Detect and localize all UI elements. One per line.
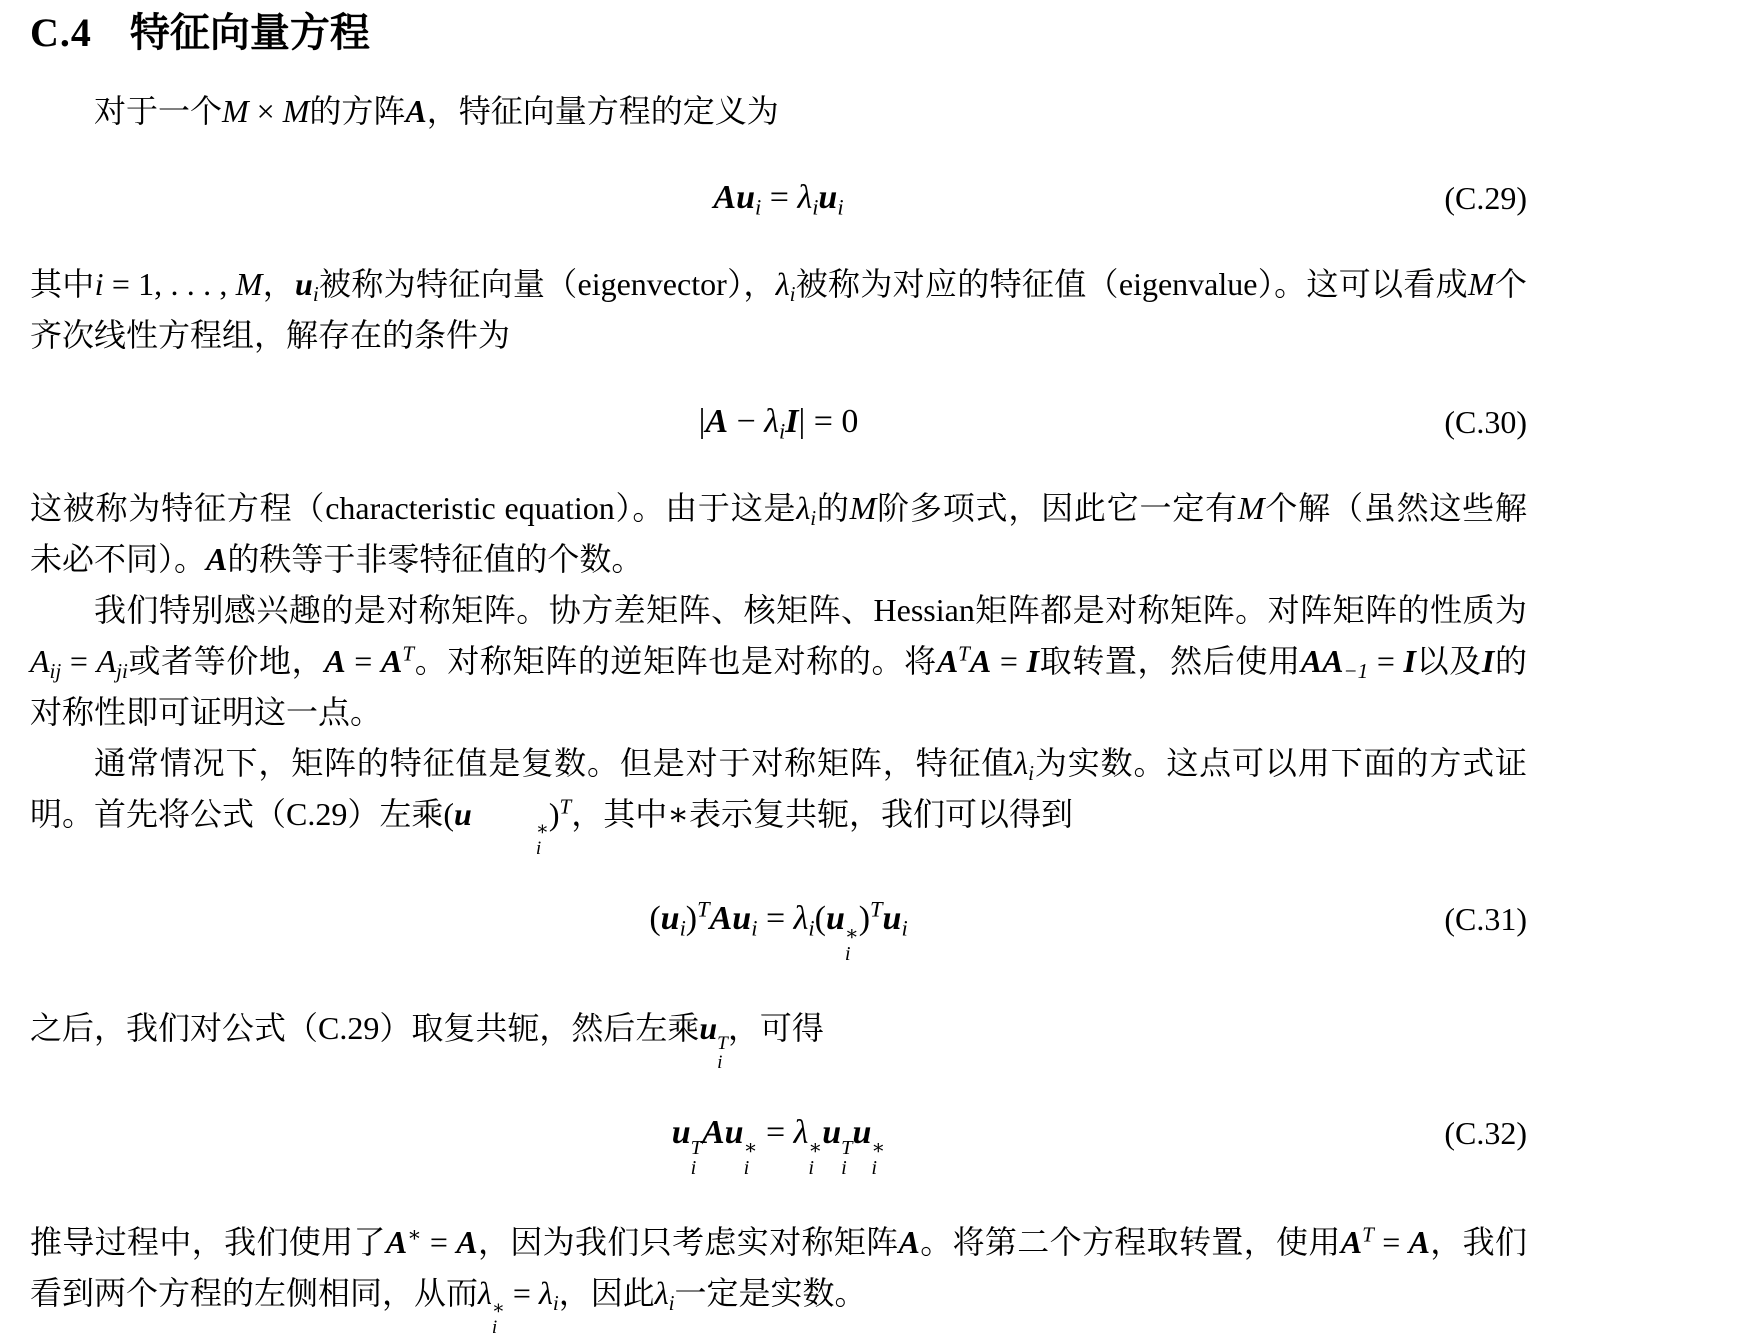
section-content [30, 86, 1527, 1337]
text-run: ) [858, 900, 871, 938]
math-run: u [699, 1009, 718, 1046]
math-run: λ [478, 1274, 492, 1311]
math-run: T [697, 897, 710, 923]
math-run: u [825, 900, 845, 938]
paragraph [30, 483, 1527, 585]
display-equation [30, 1110, 1527, 1178]
text-run: = [345, 643, 381, 679]
math-run: i [778, 418, 786, 444]
text-run: 表示复共轭，我们可以得到 [689, 796, 1074, 832]
section-title: 特征向量方程 [129, 10, 370, 55]
text-run: ∗ [667, 796, 690, 832]
text-run: × [248, 93, 283, 129]
text-run: ，特征向量方程的定义为 [426, 93, 779, 129]
equation-body [698, 403, 859, 444]
equation-number: (C.29) [1444, 180, 1527, 216]
math-run: M [1467, 266, 1495, 302]
math-run: A [701, 1114, 725, 1152]
text-run: 的秩等于非零特征值的个数。 [227, 541, 644, 577]
math-run: ji [116, 658, 128, 683]
math-run: i [812, 194, 819, 220]
math-run: T [870, 897, 883, 923]
math-run: A [1340, 1223, 1363, 1260]
text-run: ，因此 [558, 1274, 655, 1311]
equation-body [713, 179, 844, 220]
text-run: 或者等价地， [127, 643, 325, 679]
math-sup-sub: ∗ i [844, 922, 859, 966]
text-run: 一定是实数。 [674, 1274, 867, 1311]
math-run: A [1322, 643, 1344, 679]
display-equation [30, 896, 1527, 964]
math-run: u [454, 796, 472, 832]
math-sup-sub: ∗ i [535, 818, 549, 860]
text-run: 被称为对应的特征值（eigenvalue）。这可以看成 [795, 266, 1468, 302]
math-run: λ [793, 900, 809, 938]
math-run: ij [49, 658, 62, 683]
math-run: A [405, 93, 427, 129]
math-run: I [1026, 643, 1040, 679]
math-run: A [1408, 1223, 1430, 1260]
math-run: u [724, 1114, 744, 1152]
paragraph [30, 585, 1527, 738]
text-run: ，我们看到两个方程的左侧相同，从而 [30, 1223, 1527, 1311]
text-run: 。将第二个方程取转置，使用 [919, 1223, 1341, 1260]
text-run: 的方阵 [309, 93, 406, 129]
math-run: A [705, 403, 729, 440]
math-sup-sub: T i [717, 1032, 728, 1073]
text-run: 推导过程中，我们使用了 [30, 1223, 386, 1260]
text-run: 取转置，然后使用 [1039, 643, 1301, 679]
math-run: −1 [1343, 658, 1369, 683]
math-run: i [552, 1290, 559, 1315]
equation-number: (C.30) [1444, 404, 1527, 440]
math-run: u [295, 266, 313, 302]
equation-body [671, 1114, 886, 1180]
equation-number: (C.31) [1444, 901, 1527, 938]
text-run: 对于一个 [94, 93, 223, 129]
paragraph [30, 259, 1527, 361]
text-run: 为实数。这点可以用下面的方式证明。首先将公式（C.29）左乘 [30, 745, 1527, 832]
text-run: 通常情况下，矩阵的特征值是复数。但是对于对称矩阵，特征值 [94, 745, 1015, 781]
text-run: = [504, 1274, 539, 1311]
math-run: T [958, 641, 970, 666]
math-run: u [732, 900, 752, 938]
math-run: A [936, 643, 959, 679]
text-run: 这被称为特征方程（characteristic equation）。由于这是 [30, 490, 797, 526]
math-run: A [713, 179, 737, 216]
math-run: ∗ [407, 1221, 422, 1246]
text-run: = [1373, 1223, 1409, 1260]
math-run: A [96, 643, 117, 679]
math-run: M [282, 93, 310, 129]
text-run: ， [262, 266, 296, 302]
math-run: I [1403, 643, 1416, 679]
math-run: λ [538, 1274, 553, 1311]
math-sup-sub: T i [841, 1136, 853, 1180]
equation-body [649, 897, 908, 966]
text-run: 之后，我们对公式（C.29）取复共轭，然后左乘 [30, 1009, 700, 1046]
text-run: = [421, 1223, 457, 1260]
math-run: u [818, 179, 838, 216]
text-run: = [61, 643, 97, 679]
text-run: | = 0 [798, 403, 859, 440]
text-run: = [757, 1114, 794, 1152]
text-run: | [698, 403, 706, 440]
paragraph [30, 738, 1527, 858]
math-run: i [901, 915, 908, 941]
math-run: u [736, 179, 756, 216]
math-run: i [837, 194, 844, 220]
math-run: λ [764, 403, 779, 440]
math-run: T [559, 794, 572, 819]
equation-number: (C.32) [1444, 1115, 1527, 1152]
text-run: ，可得 [727, 1009, 824, 1046]
math-run: I [785, 403, 799, 440]
math-run: i [751, 915, 758, 941]
text-run: ) [548, 796, 560, 832]
math-run: λ [793, 1114, 809, 1152]
math-run: A [380, 643, 403, 679]
math-sup-sub: ∗ i [871, 1136, 886, 1180]
math-run: M [1237, 490, 1265, 526]
math-run: i [789, 281, 796, 306]
text-run: ( [814, 900, 826, 938]
math-run: M [222, 93, 249, 129]
math-run: u [822, 1114, 842, 1152]
math-run: λ [1014, 745, 1029, 781]
paragraph [30, 1003, 1527, 1072]
math-run: λ [654, 1274, 669, 1311]
paragraph [30, 86, 1527, 137]
math-sup-sub: ∗ i [808, 1136, 823, 1180]
math-run: i [1028, 760, 1034, 785]
math-run: i [94, 266, 104, 302]
text-run: ( [649, 900, 661, 938]
math-run: A [385, 1223, 408, 1260]
math-run: A [324, 643, 346, 679]
math-run: u [671, 1114, 691, 1152]
text-run: 被称为特征向量（eigenvector）， [318, 266, 776, 302]
math-run: u [882, 900, 902, 938]
section-number: C.4 [30, 10, 92, 55]
math-sup-sub: ∗ i [491, 1297, 505, 1338]
text-run: 。对称矩阵的逆矩阵也是对称的。将 [414, 643, 937, 679]
text-run: 我们特别感兴趣的是对称矩阵。协方差矩阵、核矩阵、Hessian矩阵都是对称矩阵。对阵矩阵的性质为 [94, 592, 1527, 628]
text-run: = [757, 900, 794, 938]
math-run: i [312, 281, 319, 306]
math-run: A [709, 900, 733, 938]
paragraph [30, 1217, 1527, 1337]
math-run: u [660, 900, 680, 938]
math-run: i [808, 915, 815, 941]
text-run: 其中 [30, 266, 95, 302]
math-run: I [1481, 643, 1495, 679]
math-run: λ [775, 266, 790, 302]
math-run: A [898, 1223, 920, 1260]
math-run: A [1300, 643, 1323, 679]
math-run: A [206, 541, 228, 577]
display-equation [30, 175, 1527, 221]
math-run: M [849, 490, 877, 526]
display-equation [30, 399, 1527, 445]
math-run: i [755, 194, 762, 220]
section-heading [30, 8, 1527, 58]
math-run: M [235, 266, 263, 302]
math-run: A [969, 643, 992, 679]
text-run: − [728, 403, 765, 440]
text-run: = [991, 643, 1027, 679]
text-run: ，其中 [571, 796, 668, 832]
math-run: λ [797, 179, 813, 216]
math-sup-sub: T i [690, 1136, 702, 1180]
text-run: = [761, 179, 798, 216]
math-run: i [810, 505, 817, 530]
text-run: 个解（虽然这些解未必不同）。 [30, 490, 1527, 577]
text-run: 阶多项式，因此它一定有 [876, 490, 1238, 526]
text-run: 的 [816, 490, 850, 526]
math-run: λ [796, 490, 811, 526]
text-run: ，因为我们只考虑实对称矩阵 [477, 1223, 899, 1260]
math-run: u [852, 1114, 872, 1152]
text-run: = [1368, 643, 1404, 679]
text-run: 以及 [1415, 643, 1482, 679]
text-run: ( [443, 796, 455, 832]
text-run: = 1, . . . , [103, 266, 236, 302]
math-run: A [30, 643, 50, 679]
math-run: T [1362, 1221, 1374, 1246]
text-run: ) [685, 900, 698, 938]
math-run: i [668, 1290, 675, 1315]
math-run: i [679, 915, 686, 941]
text-run: 个齐次线性方程组，解存在的条件为 [30, 266, 1527, 353]
math-run: A [456, 1223, 478, 1260]
math-sup-sub: ∗ i [743, 1136, 758, 1180]
math-run: T [402, 641, 415, 666]
text-run: 的对称性即可证明这一点。 [30, 643, 1527, 730]
